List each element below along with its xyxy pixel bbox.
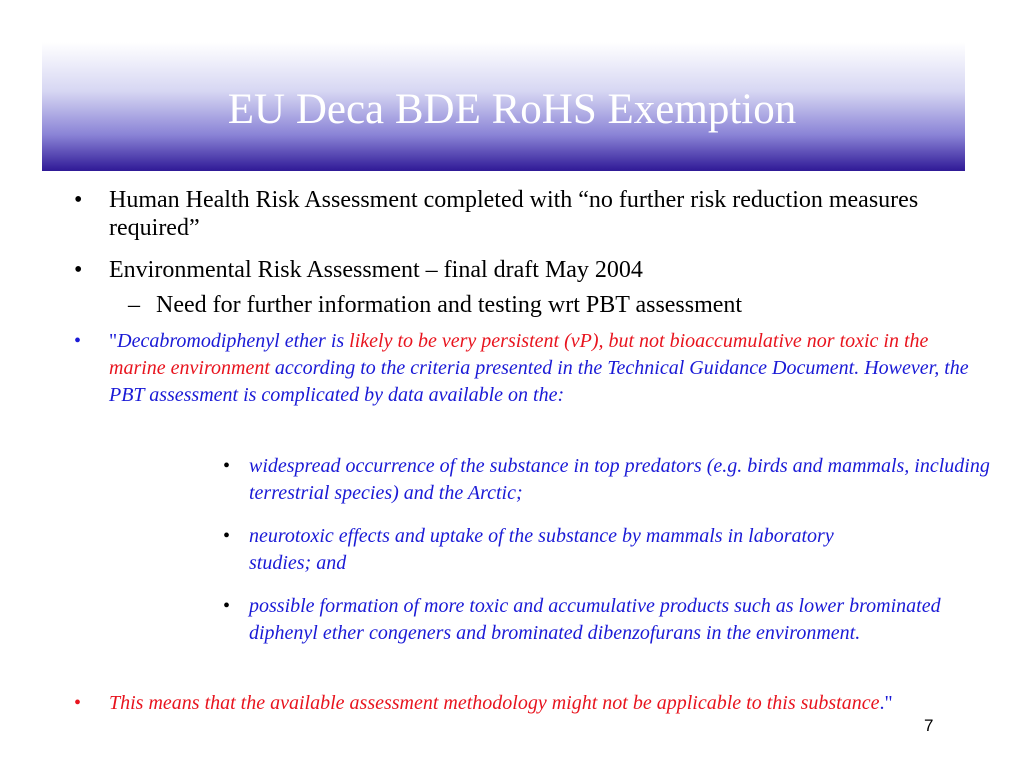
sub-item-text: widespread occurrence of the substance in top predators (e.g. birds and mammals, including terrestrial species) and the Arctic; <box>249 455 990 504</box>
bullet-marker: • <box>74 257 83 283</box>
slide-title: EU Deca BDE RoHS Exemption <box>227 86 797 133</box>
quote-part-blue-2: according to the criteria presented in the Technical Guidance Document. However, the PBT assessment is complicated by data available on the: <box>109 357 969 406</box>
close-quote: ." <box>879 692 893 714</box>
sub-item-marker: • <box>223 525 231 547</box>
quote-part-red: likely to be very persistent (vP), but not bioaccumulative nor toxic in the marine environment <box>109 330 929 379</box>
bullet-text: Human Health Risk Assessment completed with “no further risk reduction measures required” <box>109 187 919 241</box>
sub-item-text: neurotoxic effects and uptake of the substance by mammals in laboratory studies; and <box>249 525 834 574</box>
quote-part-blue-1: Decabromodiphenyl ether is <box>117 330 350 352</box>
sub-bullet-text: Need for further information and testing wrt PBT assessment <box>156 292 743 318</box>
sub-item-text: possible formation of more toxic and accumulative products such as lower brominated diphenyl ether congeners and brominated dibenzofurans in the environment. <box>249 595 941 644</box>
conclusion-text <box>109 690 994 717</box>
page-number: 7 <box>924 716 934 735</box>
dash-marker: – <box>128 292 140 318</box>
quote-text <box>109 328 969 409</box>
bullet-marker: • <box>74 187 83 213</box>
conclusion-bullet-marker: • <box>74 692 82 714</box>
sub-item-marker: • <box>223 595 231 617</box>
quote-bullet-marker: • <box>74 330 82 352</box>
bullet-text: Environmental Risk Assessment – final draft May 2004 <box>109 257 643 283</box>
sub-item-marker: • <box>223 455 231 477</box>
conclusion-red-text: This means that the available assessment methodology might not be applicable to this substance <box>109 692 880 714</box>
open-quote: " <box>109 330 118 352</box>
